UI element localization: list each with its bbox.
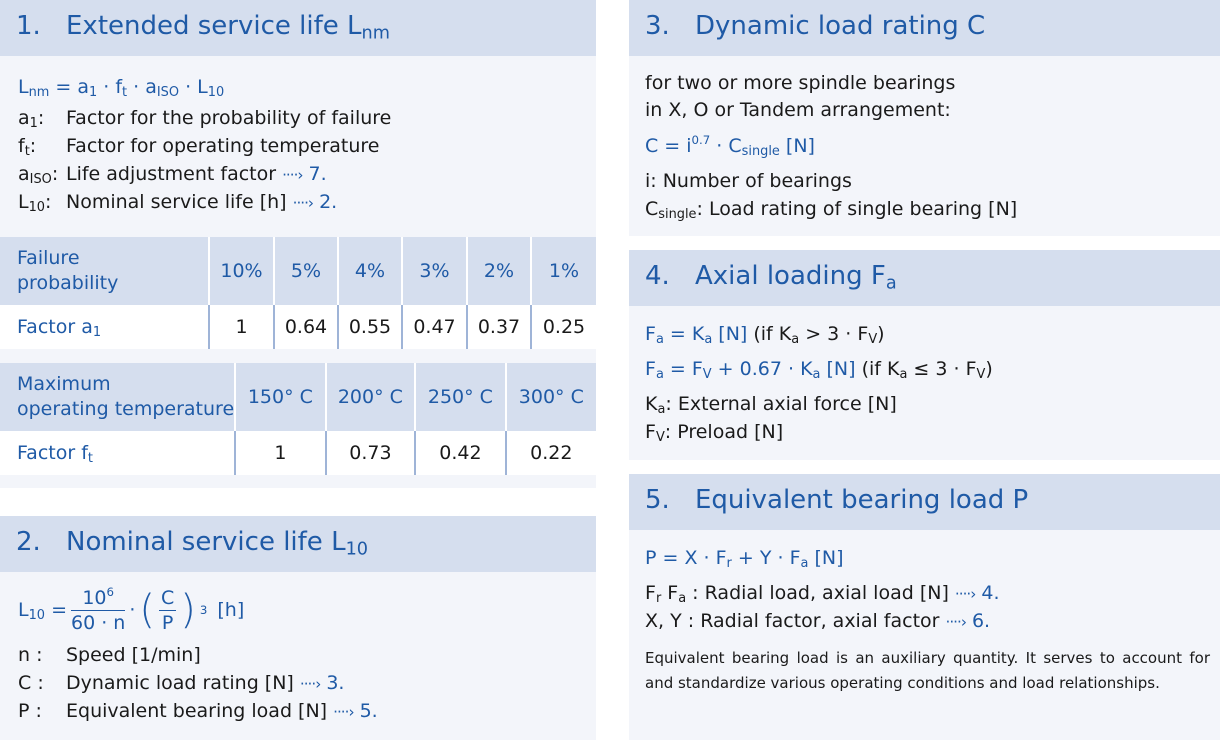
section-3-header: [629, 0, 1220, 56]
table-cell: 1: [235, 431, 325, 475]
section-5-panel: [629, 474, 1220, 740]
definition-i: i: Number of bearings: [645, 170, 852, 192]
table-cell: 0.64: [274, 305, 338, 349]
section-5-note: Equivalent bearing load is an auxiliary quantity. It serves to account for and standardize various operating conditions and load relationships.: [645, 649, 1210, 692]
table-header-row: [0, 363, 596, 431]
section-3-intro-1: for two or more spindle bearings: [645, 72, 956, 94]
section-4-number: 4.: [645, 261, 670, 291]
table-header-cell: 200° C: [326, 363, 416, 431]
table-cell: 0.22: [506, 431, 596, 475]
section-4-title: Axial loading $F_a$: [695, 261, 897, 294]
definition-x-y: X, Y : Radial factor, axial factor ····› 6.: [645, 610, 991, 632]
section-1-panel: 1. Extended service life $L_{nm}$ $L_{nm} = a_1 \cdot f_t \cdot a_{ISO} \cdot L_{10}$ $a_1$: Factor for the probability of failure $f_t$: Factor for operating temperature $a_{ISO}$: Life adjustment factor ····› 7. $L_{10}$: Nominal service life [h] ····› 2. Failure probability 10% 5% 4% 3% 2% 1% Factor $a_1$ 1 0.64 0.55 0.47 0.37 0.25 Maximum operating temperature 150° C 200° C 250° C 300° C Factor $f_t$ 1 0.73 0.42 0.22: [0, 0, 596, 488]
table-cell: 0.73: [326, 431, 416, 475]
definition-ka: $K_a$: External axial force [N]: [645, 393, 897, 418]
table-header-cell: 3%: [402, 237, 467, 305]
table-cell: 0.25: [531, 305, 596, 349]
section-3-panel: [629, 0, 1220, 236]
section-2-panel: 2. Nominal service life $L_{10}$ $L_{10}$ = $\frac{10^6}{60 \cdot n}$ · ( $\frac{C}{P}$ ) 3 [h] n : Speed [1/min] C : Dynamic load rating [N] ····› 3. P : Equivalent bearing load [N] ····› 5.: [0, 516, 596, 740]
formula-axial-load-2: $F_a = F_V + 0.67 \cdot K_a$ [N] (if $K_a \le 3 \cdot F_V$): [645, 358, 993, 383]
table-cell: 0.47: [402, 305, 467, 349]
cross-reference-link[interactable]: ····› 7.: [282, 163, 327, 185]
section-5-number: 5.: [645, 485, 670, 515]
section-5-title: Equivalent bearing load P: [695, 485, 1029, 515]
formula-nominal-life: $L_{10}$ = $\frac{10^6}{60 \cdot n}$ · ( $\frac{C}{P}$ ) 3 [h]: [18, 584, 245, 634]
operating-temperature-table: [0, 363, 596, 475]
cross-reference-link[interactable]: ····› 2.: [292, 191, 338, 213]
table-header-cell: 1%: [531, 237, 596, 305]
table-header-cell: 150° C: [235, 363, 325, 431]
definition-fv: $F_V$: Preload [N]: [645, 421, 784, 446]
table-header-cell: 10%: [209, 237, 274, 305]
cross-reference-link[interactable]: ····› 4.: [954, 582, 1000, 604]
formula-axial-load-1: $F_a = K_a$ [N] (if $K_a > 3 \cdot F_V$): [645, 323, 885, 348]
table-cell: 0.42: [415, 431, 505, 475]
section-1-header: [0, 0, 596, 56]
section-1-number: 1.: [16, 11, 41, 41]
arrow-icon: ····›: [282, 166, 303, 184]
table-header-label: Maximum operating temperature: [17, 373, 235, 420]
table-row: [0, 305, 596, 349]
definition-c-single: $C_{single}$: Load rating of single bearing [N]: [645, 198, 1018, 223]
formula-equivalent-load: $P = X \cdot F_r + Y \cdot F_a$ [N]: [645, 547, 844, 572]
section-3-title: Dynamic load rating C: [695, 11, 986, 41]
arrow-icon: ····›: [299, 675, 321, 693]
arrow-icon: ····›: [292, 194, 314, 212]
table-header-cell: 4%: [338, 237, 402, 305]
cross-reference-link[interactable]: ····› 6.: [945, 610, 991, 632]
arrow-icon: ····›: [945, 613, 966, 631]
table-header-cell: 5%: [274, 237, 338, 305]
section-5-header: [629, 474, 1220, 530]
section-4-panel: [629, 250, 1220, 460]
formula-dynamic-load: $C = i^{0.7} \cdot C_{single}$ [N]: [645, 132, 815, 160]
section-3-intro-2: in X, O or Tandem arrangement:: [645, 99, 951, 121]
table-header-cell: 300° C: [506, 363, 596, 431]
table-header-cell: 2%: [467, 237, 531, 305]
cross-reference-link[interactable]: ····› 3.: [299, 672, 345, 694]
table-header-row: [0, 237, 596, 305]
section-1-title: Extended service life $L_{nm}$: [66, 11, 390, 44]
section-3-number: 3.: [645, 11, 670, 41]
table-row-label: Factor $f_t$: [17, 442, 93, 467]
table-header-cell: 250° C: [415, 363, 505, 431]
arrow-icon: ····›: [954, 585, 976, 603]
table-cell: 0.37: [467, 305, 531, 349]
table-cell: 1: [209, 305, 274, 349]
failure-probability-table: [0, 237, 596, 349]
table-cell: 0.55: [338, 305, 402, 349]
section-2-title: Nominal service life $L_{10}$: [66, 527, 369, 560]
definition-fr-fa: $F_r$ $F_a$ : Radial load, axial load [N] ····› 4.: [645, 582, 1000, 607]
arrow-icon: ····›: [333, 703, 354, 721]
formula-extended-life: $L_{nm} = a_1 \cdot f_t \cdot a_{ISO} \cdot L_{10}$: [18, 76, 225, 101]
table-row-label: Factor $a_1$: [17, 316, 102, 341]
section-2-number: 2.: [16, 527, 41, 557]
cross-reference-link[interactable]: ····› 5.: [333, 700, 378, 722]
table-header-label: Failure probability: [17, 247, 119, 294]
table-row: [0, 431, 596, 475]
section-4-header: [629, 250, 1220, 306]
section-2-header: [0, 516, 596, 572]
